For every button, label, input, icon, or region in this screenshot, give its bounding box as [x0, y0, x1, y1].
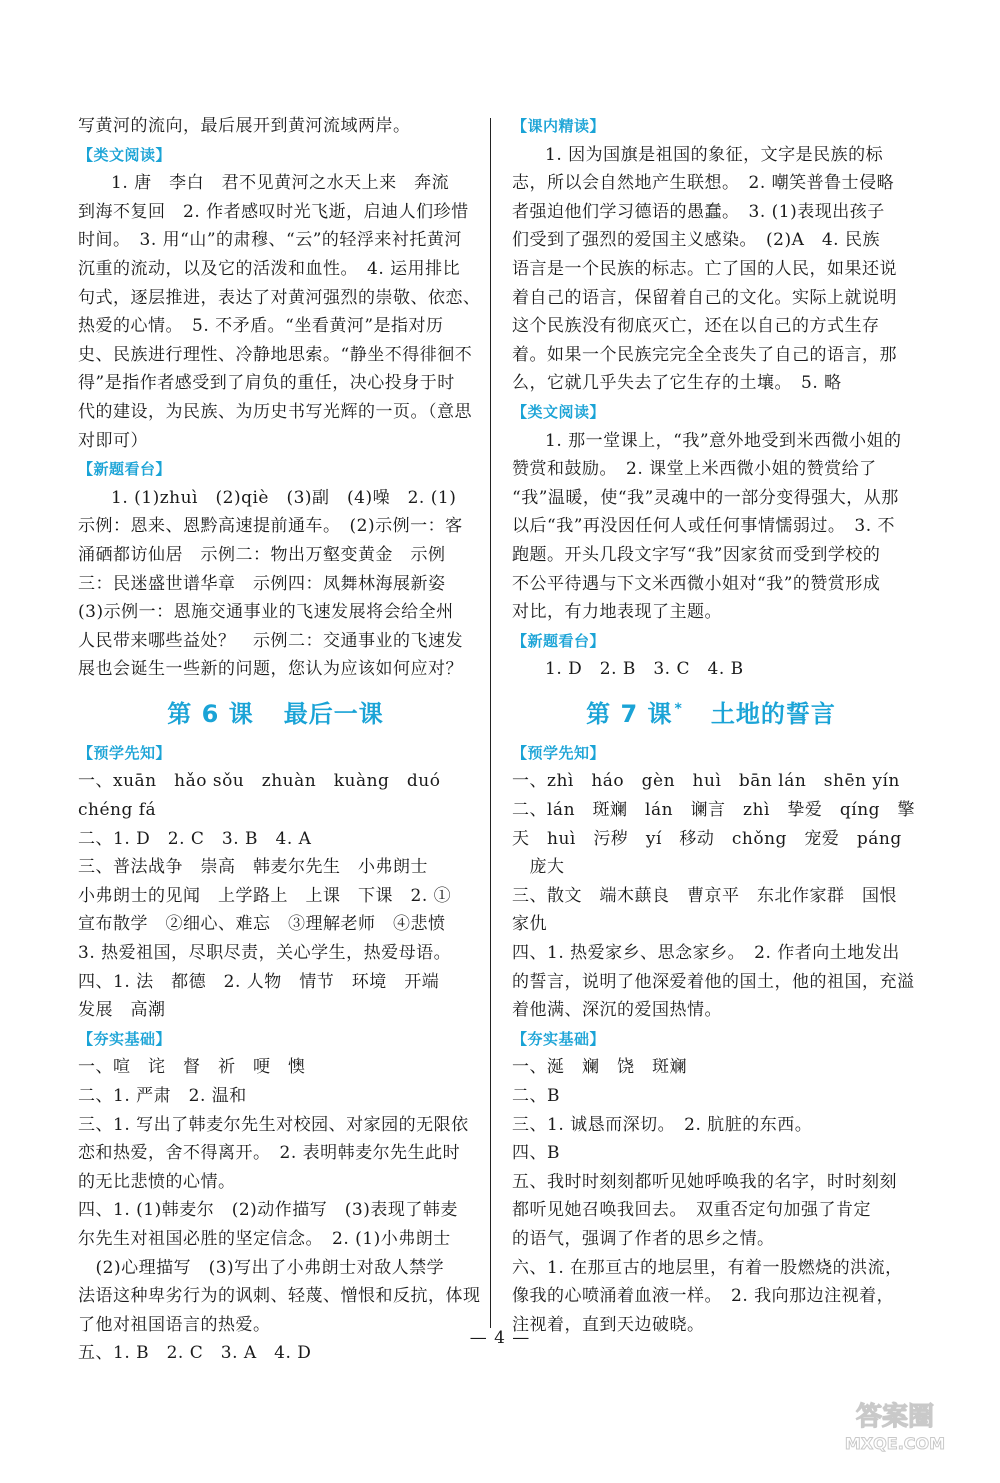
answer-line: 四、1. 热爱家乡、思念家乡。 2. 作者向土地发出: [512, 943, 900, 964]
answer-line: 庞大: [512, 857, 565, 878]
watermark-logo: [820, 1395, 970, 1455]
right-column: [512, 112, 916, 1339]
answer-line: 二、lán 斑斓 lán 谰言 zhì 挚爱 qíng 擎: [512, 800, 916, 821]
answer-line: 三、1. 写出了韩麦尔先生对校园、对家园的无限依: [78, 1114, 469, 1135]
answer-line: 四、B: [512, 1143, 560, 1164]
section-heading: 【课内精读】: [512, 117, 606, 135]
section-heading-row: [78, 455, 473, 484]
answer-line: 不公平待遇与下文米西微小姐对“我”的赞赏形成: [512, 573, 881, 594]
lesson-number: 第 7 课: [586, 699, 673, 728]
answer-line: 跑题。开头几段文字写“我”因家贫而受到学校的: [512, 544, 881, 565]
answer-line: 像我的心喷涌着血液一样。 2. 我向那边注视着，: [512, 1286, 895, 1307]
answer-line: 沉重的流动，以及它的活泼和血性。 4. 运用排比: [78, 258, 461, 279]
section-heading-row: [78, 1025, 473, 1054]
answer-line: 得”是指作者感受到了肩负的重任，决心投身于时: [78, 373, 455, 394]
answer-line: 对即可）: [78, 430, 148, 451]
answer-line: 3. 热爱祖国，尽职尽责，关心学生，热爱母语。: [78, 943, 452, 964]
watermark-domain: MXQE.COM: [844, 1434, 946, 1453]
answer-line: 发展 高潮: [78, 1000, 166, 1021]
answer-line: 们受到了强烈的爱国主义感染。 (2)A 4. 民族: [512, 230, 880, 251]
answer-line: 志，所以会自然地产生联想。 2. 嘲笑普鲁士侵略: [512, 173, 895, 194]
answer-line: 1. (1)zhuì (2)qiè (3)副 (4)噪 2. (1): [111, 487, 457, 508]
answer-line: 史、民族进行理性、冷静地思索。“静坐不得徘徊不: [78, 344, 473, 365]
lesson-name: 最后一课: [283, 699, 384, 728]
answer-line: 人民带来哪些益处？ 示例二：交通事业的飞速发: [78, 630, 463, 651]
answer-line: 着自己的语言，保留着自己的文化。实际上就说明: [512, 287, 897, 308]
answer-line: 到海不复回 2. 作者感叹时光飞逝，启迪人们珍惜: [78, 201, 469, 222]
section-heading: 【预学先知】: [512, 743, 606, 762]
answer-line: 四、1. (1)韩麦尔 (2)动作描写 (3)表现了韩麦: [78, 1200, 458, 1221]
answer-line: 1. 唐 李白 君不见黄河之水天上来 奔流: [111, 173, 450, 194]
answer-line: 三、1. 诚恳而深切。 2. 肮脏的东西。: [512, 1114, 813, 1135]
answer-line: (3)示例一：恩施交通事业的飞速发展将会给全州: [78, 602, 454, 623]
answer-line: 都听见她召唤我回去。 双重否定句加强了肯定: [512, 1200, 871, 1221]
answer-line: 展也会诞生一些新的问题，您认为应该如何应对？: [78, 659, 463, 680]
answer-line: 热爱的心情。 5. 不矛盾。“坐看黄河”是指对历: [78, 316, 444, 337]
answer-line: chéng fá: [78, 800, 157, 821]
answer-line: 五、1. B 2. C 3. A 4. D: [78, 1343, 312, 1364]
answer-line: 一、喧 诧 督 祈 哽 懊: [78, 1057, 306, 1078]
answer-line: 三、散文 端木蕻良 曹京平 东北作家群 国恨: [512, 885, 897, 906]
left-column: [78, 112, 481, 1368]
lesson-name: 土地的誓言: [710, 699, 836, 728]
answer-line: 四、1. 法 都德 2. 人物 情节 环境 开端: [78, 971, 440, 992]
answer-line: 宣布散学 ②细心、难忘 ③理解老师 ④悲愤: [78, 914, 446, 935]
answer-line: 家仇: [512, 914, 547, 935]
answer-line: 小弗朗士的见闻 上学路上 上课 下课 2. ①: [78, 885, 452, 906]
watermark-text: 答案圈: [855, 1402, 935, 1432]
answer-line: 的无比悲愤的心情。: [78, 1171, 236, 1192]
answer-line: 了他对祖国语言的热爱。: [78, 1314, 271, 1335]
answer-line: 一、xuān hǎo sǒu zhuàn kuàng duó: [78, 771, 441, 792]
answer-line: (2)心理描写 (3)写出了小弗朗士对敌人禁学: [78, 1257, 445, 1278]
answer-line: 法语这种卑劣行为的讽刺、轻蔑、憎恨和反抗，体现: [78, 1286, 481, 1307]
page-number: — 4 —: [469, 1328, 531, 1348]
answer-line: 涌硒都访仙居 示例二：物出万壑变黄金 示例: [78, 544, 446, 565]
column-divider: [490, 118, 491, 1328]
lesson-star-mark: *: [674, 700, 683, 717]
answer-line: 三、普法战争 崇高 韩麦尔先生 小弗朗士: [78, 857, 428, 878]
answer-line: 以后“我”再没因任何人或任何事情懦弱过。 3. 不: [512, 516, 896, 537]
section-heading-row: [512, 739, 910, 768]
answer-line: 二、1. 严肃 2. 温和: [78, 1086, 247, 1106]
answer-line: 代的建设，为民族、为历史书写光辉的一页。（意思: [78, 401, 472, 422]
answer-line: 三：民迷盛世谱华章 示例四：凤舞林海展新姿: [78, 573, 446, 594]
answer-line: 注视着，直到天边破晓。: [512, 1314, 705, 1335]
answer-line: 1. 那一堂课上，“我”意外地受到米西微小姐的: [545, 430, 902, 451]
answer-line: 1. 因为国旗是祖国的象征，文字是民族的标: [545, 144, 884, 165]
answer-line: 恋和热爱，舍不得离开。 2. 表明韩麦尔先生此时: [78, 1143, 461, 1164]
section-heading: 【类文阅读】: [512, 402, 606, 421]
answer-line: 天 huì 污秽 yí 移动 chǒng 宠爱 páng: [512, 828, 902, 849]
lesson-title: [78, 684, 473, 739]
answer-line: 么，它就几乎失去了它生存的土壤。 5. 略: [512, 373, 842, 394]
answer-line: 一、zhì háo gèn huì bān lán shēn yín: [512, 771, 900, 792]
answer-line: 着。如果一个民族完完全全丧失了自己的语言，那: [512, 344, 897, 365]
answer-line: 时间。 3. 用“山”的肃穆、“云”的轻浮来衬托黄河: [78, 230, 462, 251]
section-heading: 【夯实基础】: [512, 1029, 606, 1048]
answer-line: 六、1. 在那亘古的地层里，有着一股燃烧的洪流，: [512, 1257, 903, 1278]
answer-line: 五、我时时刻刻都听见她呼唤我的名字，时时刻刻: [512, 1171, 897, 1192]
answer-line: 句式，逐层推进，表达了对黄河强烈的崇敬、依恋、: [78, 287, 481, 308]
answer-line: 赞赏和鼓励。 2. 课堂上米西微小姐的赞赏给了: [512, 459, 877, 480]
answer-line: 语言是一个民族的标志。亡了国的人民，如果还说: [512, 258, 897, 279]
answer-line: 写黄河的流向，最后展开到黄河流域两岸。: [78, 116, 411, 136]
section-heading-row: [512, 112, 910, 141]
answer-line: 的语气，强调了作者的思乡之情。: [512, 1228, 775, 1249]
answer-line: 尔先生对祖国必胜的坚定信念。 2. (1)小弗朗士: [78, 1228, 451, 1249]
lesson-title: [512, 684, 910, 739]
section-heading-row: [512, 398, 910, 427]
answer-line: 一、涎 斓 饶 斑斓: [512, 1057, 687, 1078]
answer-line: 二、B: [512, 1086, 560, 1106]
answer-line: 者强迫他们学习德语的愚蠢。 3. (1)表现出孩子: [512, 201, 885, 222]
section-heading: 【夯实基础】: [78, 1029, 172, 1048]
answer-line: 对比，有力地表现了主题。: [512, 602, 722, 623]
section-heading: 【新题看台】: [78, 460, 172, 479]
section-heading: 【预学先知】: [78, 743, 172, 762]
section-heading: 【类文阅读】: [78, 145, 172, 164]
section-heading-row: [78, 739, 473, 768]
answer-line: 示例：恩来、恩黔高速提前通车。 (2)示例一：客: [78, 516, 463, 537]
answer-line: 着他满、深沉的爱国热情。: [512, 1000, 722, 1021]
lesson-number: 第 6 课: [167, 699, 254, 728]
section-heading-row: [512, 627, 910, 656]
answer-line: 的誓言，说明了他深爱着他的国土，他的祖国，充溢: [512, 971, 915, 992]
answer-line: “我”温暖，使“我”灵魂中的一部分变得强大，从那: [512, 487, 899, 508]
section-heading: 【新题看台】: [512, 631, 606, 650]
section-heading-row: [78, 141, 473, 170]
answer-line: 这个民族没有彻底灭亡，还在以自己的方式生存: [512, 316, 880, 337]
section-heading-row: [512, 1025, 910, 1054]
answer-line: 1. D 2. B 3. C 4. B: [545, 659, 744, 680]
answer-line: 二、1. D 2. C 3. B 4. A: [78, 828, 312, 849]
